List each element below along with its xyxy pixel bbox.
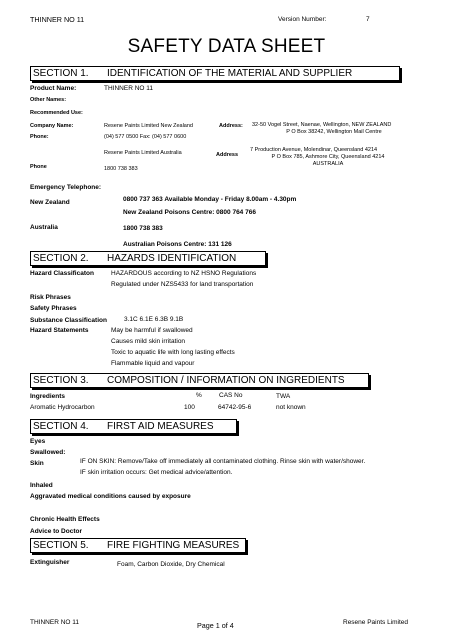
version-label: Version Number: [278,16,327,23]
emergency-au-label: Australia [30,224,58,231]
ingredient-name: Aromatic Hydrocarbon [30,404,95,411]
address-au-line-3: AUSTRALIA [312,161,344,167]
safety-phrases-label: Safety Phrases [30,305,77,312]
hazard-classification-line-1: HAZARDOUS according to NZ HSNO Regulations [111,270,257,277]
ingredient-cas: 64742-95-6 [218,404,252,411]
aggravated-conditions-label: Aggravated medical conditions caused by exposure [30,493,191,500]
section-3-header [30,373,369,388]
address-nz-line-2: P O Box 38242, Wellington Mail Centre [286,129,382,135]
footer-product-name: THINNER NO 11 [30,619,79,626]
section-5-title: FIRE FIGHTING MEASURES [107,540,240,551]
address-nz-line-1: 32-50 Vogel Street, Naenae, Wellington, NEW ZEALAND [252,122,392,128]
emergency-nz-label: New Zealand [30,199,70,206]
section-4-title: FIRST AID MEASURES [107,421,214,432]
other-names-label: Other Names: [30,97,67,103]
address-label-au: Address [216,152,239,158]
company-au: Resene Paints Limited Australia [104,150,182,156]
risk-phrases-label: Risk Phrases [30,294,71,301]
inhaled-label: Inhaled [30,482,53,489]
section-4-number: SECTION 4. [33,421,89,432]
chronic-health-effects-label: Chronic Health Effects [30,516,100,523]
section-5-header [30,538,246,553]
hazard-statement-item: Toxic to aquatic life with long lasting effects [111,349,235,356]
phone-label-au: Phone [30,164,47,170]
section-4-header [30,419,237,434]
substance-classification-label: Substance Classification [30,317,107,324]
skin-instruction-2: IF skin irritation occurs: Get medical advice/attention. [80,469,233,476]
eyes-label: Eyes [30,438,46,445]
company-name-label: Company Name: [30,123,74,129]
percent-column-header: % [196,392,202,399]
emergency-telephone-label: Emergency Telephone: [30,184,102,191]
extinguisher-label: Extinguisher [30,559,70,566]
ingredient-twa: not known [276,404,306,411]
header-product-name: THINNER NO 11 [30,15,85,24]
emergency-au-line-2: Australian Poisons Centre: 131 126 [123,241,232,248]
hazard-statement-item: May be harmful if swallowed [111,327,193,334]
company-nz: Resene Paints Limited New Zealand [104,123,193,129]
footer-company-name: Resene Paints Limited [343,619,409,626]
address-au-line-2: P O Box 785, Ashmore City, Queensland 4214 [271,154,385,160]
hazard-statement-item: Causes mild skin irritation [111,338,186,345]
section-3-title: COMPOSITION / INFORMATION ON INGREDIENTS [107,375,345,386]
section-2-header [30,251,266,266]
hazard-classification-label: Hazard Classificaton [30,270,94,277]
product-name-value: THINNER NO 11 [104,85,153,92]
section-3-number: SECTION 3. [33,375,89,386]
address-au-line-1: 7 Production Avenue, Molendinar, Queensland 4214 [250,147,378,153]
hazard-statements-label: Hazard Statements [30,327,89,334]
phone-au: 1800 738 383 [104,166,138,172]
phone-label: Phone: [30,134,49,140]
skin-instruction-1: IF ON SKIN: Remove/Take off immediately all contaminated clothing. Rinse skin with water/shower. [80,458,366,465]
cas-column-header: CAS No [219,392,243,399]
ingredient-percent: 100 [184,404,195,411]
emergency-au-line-1: 1800 738 383 [123,225,163,232]
swallowed-label: Swallowed: [30,449,66,456]
emergency-nz-line-1: 0800 737 363 Available Monday - Friday 8.00am - 4.30pm [123,196,297,203]
section-2-title: HAZARDS IDENTIFICATION [107,253,237,264]
advice-to-doctor-label: Advice to Doctor [30,528,83,535]
twa-column-header: TWA [276,393,291,400]
skin-label: Skin [30,460,44,467]
section-1-title: IDENTIFICATION OF THE MATERIAL AND SUPPLIER [107,68,353,79]
version-value: 7 [366,16,370,23]
recommended-use-label: Recommended Use: [30,110,83,116]
section-1-header [30,66,400,81]
extinguisher-value: Foam, Carbon Dioxide, Dry Chemical [117,561,225,568]
substance-classification-value: 3.1C 6.1E 6.3B 9.1B [124,316,184,323]
section-1-number: SECTION 1. [33,68,89,79]
product-name-label: Product Name: [30,85,77,92]
footer-page-number: Page 1 of 4 [197,621,234,630]
section-2-number: SECTION 2. [33,253,89,264]
emergency-nz-line-2: New Zealand Poisons Centre: 0800 764 766 [123,209,256,216]
hazard-statement-item: Flammable liquid and vapour [111,360,195,367]
hazard-classification-line-2: Regulated under NZS5433 for land transportation [111,281,254,288]
page-title: SAFETY DATA SHEET [127,36,326,57]
phone-nz: (04) 577 0500 Fax: (04) 577 0600 [104,134,187,140]
ingredients-column-header: Ingredients [30,393,66,400]
section-5-number: SECTION 5. [33,540,89,551]
address-label: Address: [219,123,243,129]
